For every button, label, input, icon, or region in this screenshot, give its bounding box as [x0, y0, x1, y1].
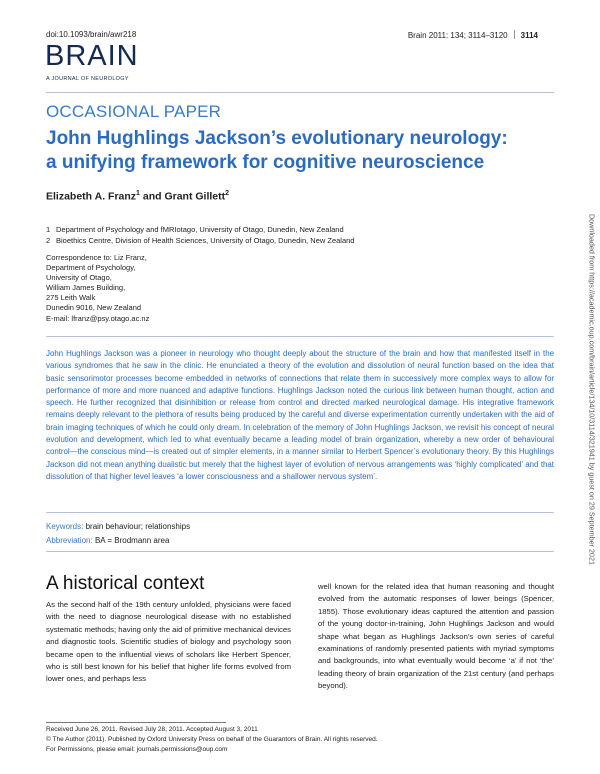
page-number: 3114	[520, 31, 538, 40]
section-heading: A historical context	[46, 573, 205, 594]
correspondence-email[interactable]: E-mail: lfranz@psy.otago.ac.nz	[46, 313, 150, 323]
abstract-top-rule	[46, 336, 554, 337]
doi-link[interactable]: doi:10.1093/brain/awr218	[46, 30, 137, 39]
author-name: Elizabeth A. Franz	[46, 190, 137, 203]
header-rule	[46, 92, 554, 93]
correspondence-block	[46, 253, 149, 324]
footer-received: Received June 26, 2011. Revised July 28, 2011. Accepted August 3, 2011	[46, 726, 258, 733]
section-label: OCCASIONAL PAPER	[46, 102, 222, 121]
download-watermark: Downloaded from https://academic.oup.com/brain/article/134/10/3114/321941 by guest on 29 September 2021	[587, 213, 597, 566]
affiliation-text: Department of Psychology and fMRIotago, University of Otago, Dunedin, New Zealand	[56, 225, 344, 234]
citation-header	[408, 30, 538, 40]
abstract-bottom-rule	[46, 512, 554, 513]
author-list	[46, 190, 229, 203]
abstract-text: John Hughlings Jackson was a pioneer in neurology who thought deeply about the structure of the brain and how that manifested itself in the various syndromes that he saw in the clinic. He enunciated a theory of the evolution and dissolution of neural function based on the idea that basic sensorimotor processes become embedded in networks of connections that relate them in successively more complex ways to allow for performance of more and more nuanced and adaptive functions. Hughlings Jackson noted the curious link between human thought, action and speech. He further recognized that disinhibition or release from control and directed marked neurological damage. His integrative framework remains deeply relevant to the plethora of results being produced by the careful and diverse experimentation currently undertaken with the aid of brain imaging techniques of which he could only dream. In celebration of the memory of John Hughlings Jackson, we revisit his concept of neural evolution and development, which led to what eventually became a leading model of brain organization, whereby a new order of behavioural control—the conscious mind—is created out of simpler elements, in a manner similar to Herbert Spencer’s evolutionary theory. By this Hughlings Jackson did not mean anything dualistic but merely that the highest layer of evolution of nervous arrangements was ‘highly complicated’ and that dissolution of that higher level leaves ‘a lower consciousness and a shallower nervous system’.	[46, 349, 554, 481]
author-affil-mark: 1	[136, 190, 140, 197]
affiliation-number: 2	[46, 236, 51, 245]
author-affil-mark: 2	[225, 190, 230, 197]
affiliation-number: 1	[46, 225, 51, 234]
abbreviation-value: BA = Brodmann area	[94, 536, 170, 545]
body-column-right: well known for the related idea that human reasoning and thought evolved from the automatic responses of lower beings (Spencer, 1855). Those evolutionary ideas captured the attention and passion of the young doctor-in-training, John Hughlings Jackson and would shape what began as Hughlings Jackson’s own series of careful examinations of randomly presented patients with myriad symptoms and backgrounds, into what eventually would become ‘a’ if not ‘the’ leading theory of brain organization of the 21st century (and perhaps beyond).	[318, 582, 554, 691]
correspondence-line: 275 Leith Walk	[46, 293, 96, 303]
title-line-2: a unifying framework for cognitive neuroscience	[46, 152, 485, 173]
header-divider	[514, 30, 515, 39]
journal-subtitle: A JOURNAL OF NEUROLOGY	[46, 76, 129, 82]
author-conjunction: and	[142, 190, 162, 203]
correspondence-line: William James Building,	[46, 283, 126, 293]
correspondence-line: University of Otago,	[46, 273, 112, 283]
citation-text: Brain 2011: 134; 3114–3120	[407, 31, 508, 40]
keywords-value: brain behaviour; relationships	[85, 522, 191, 531]
affiliation	[46, 236, 354, 245]
abbreviation-label: Abbreviation:	[46, 536, 93, 545]
footer-rule	[46, 722, 226, 723]
author-name: Grant Gillett	[164, 190, 226, 203]
footer-copyright: © The Author (2011). Published by Oxford University Press on behalf of the Guarantors of Brain. All rights reserved.	[46, 736, 378, 743]
keywords-label: Keywords:	[46, 522, 84, 531]
correspondence-line: Correspondence to: Liz Franz,	[46, 253, 147, 262]
title-line-1: John Hughlings Jackson’s evolutionary neurology:	[46, 128, 508, 149]
body-column-left: As the second half of the 19th century unfolded, physicians were faced with the need to diagnose neurological disease with no established systematic methods; having only the aid of primitive mechanical devices and diagnostic tools. Scientific studies of biology and psychology soon became open to the influential views of scholars like Herbert Spencer, who is still best known for his belief that higher life forms evolved from lower ones, and perhaps less	[46, 600, 291, 684]
keywords	[46, 522, 190, 531]
correspondence-line: Dunedin 9016, New Zealand	[46, 303, 142, 313]
article-title	[46, 127, 566, 175]
journal-logo: BRAIN	[45, 40, 139, 72]
footer-permissions: For Permissions, please email: journals.permissions@oup.com	[46, 746, 228, 753]
affiliation	[46, 225, 344, 234]
correspondence-line: Department of Psychology,	[46, 263, 136, 273]
keywords-rule	[46, 551, 554, 552]
affiliation-text: Bioethics Centre, Division of Health Sciences, University of Otago, Dunedin, New Zealand	[56, 236, 355, 245]
abbreviation	[46, 536, 169, 545]
